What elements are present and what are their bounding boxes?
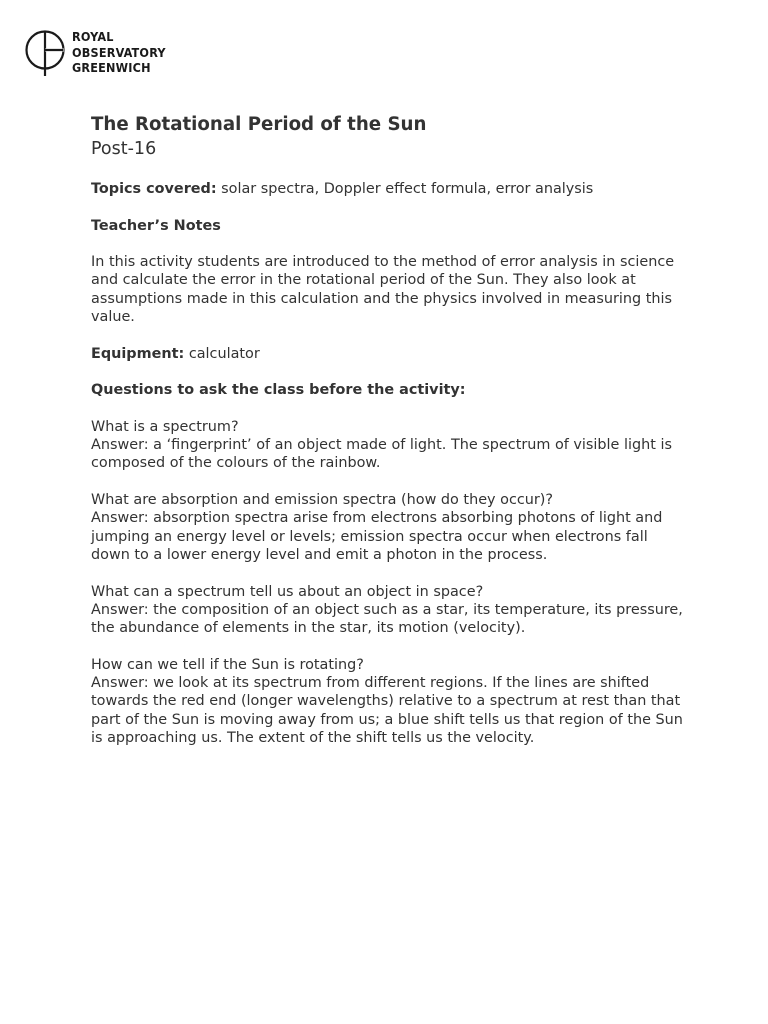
qa-item <box>91 656 691 747</box>
answer-line: Answer: the composition of an object such as a star, its temperature, its pressure, <box>91 601 683 618</box>
text-line: In this activity students are introduced to the method of error analysis in science <box>91 254 675 271</box>
page-title: The Rotational Period of the Sun <box>91 114 427 135</box>
equipment-value: calculator <box>184 345 260 362</box>
questions-heading: Questions to ask the class before the activity: <box>91 382 466 399</box>
answer-line: is approaching us. The extent of the shift tells us the velocity. <box>91 729 535 746</box>
royal-observatory-logo <box>24 28 184 78</box>
answer-line: Answer: absorption spectra arise from electrons absorbing photons of light and <box>91 510 663 527</box>
logo-line: OBSERVATORY <box>72 44 166 60</box>
topics-label: Topics covered: <box>91 181 217 197</box>
teachers-notes-heading: Teacher’s Notes <box>91 217 221 234</box>
answer-line: composed of the colours of the rainbow. <box>91 455 381 472</box>
qa-item <box>91 418 691 473</box>
logo-line: ROYAL <box>72 29 114 44</box>
topics-covered <box>91 180 691 198</box>
question: What can a spectrum tell us about an object in space? <box>91 583 484 600</box>
topics-value: solar spectra, Doppler effect formula, error analysis <box>216 181 594 197</box>
logo-line: GREENWICH <box>72 60 151 75</box>
qa-item <box>91 583 691 638</box>
document-body <box>91 113 691 747</box>
answer-line: Answer: a ‘fingerprint’ of an object made of light. The spectrum of visible light is <box>91 437 672 454</box>
answer-line: jumping an energy level or levels; emission spectra occur when electrons fall <box>91 528 648 545</box>
equipment-label: Equipment: <box>91 345 185 362</box>
intro-paragraph <box>91 253 691 326</box>
observatory-emblem-icon <box>24 28 70 78</box>
page-subtitle: Post-16 <box>91 139 157 159</box>
answer-line: part of the Sun is moving away from us; a blue shift tells us that region of the Sun <box>91 711 683 728</box>
question: How can we tell if the Sun is rotating? <box>91 656 364 673</box>
equipment <box>91 345 691 363</box>
answer-line: Answer: we look at its spectrum from different regions. If the lines are shifted <box>91 675 650 692</box>
logo-wordmark <box>72 29 166 76</box>
text-line: value. <box>91 309 135 326</box>
text-line: assumptions made in this calculation and the physics involved in measuring this <box>91 290 672 307</box>
answer-line: the abundance of elements in the star, its motion (velocity). <box>91 620 526 637</box>
text-line: and calculate the error in the rotational period of the Sun. They also look at <box>91 272 636 289</box>
question: What are absorption and emission spectra (how do they occur)? <box>91 492 554 509</box>
question: What is a spectrum? <box>91 418 239 435</box>
answer-line: down to a lower energy level and emit a photon in the process. <box>91 546 548 563</box>
answer-line: towards the red end (longer wavelengths) relative to a spectrum at rest than that <box>91 693 681 710</box>
qa-item <box>91 491 691 564</box>
